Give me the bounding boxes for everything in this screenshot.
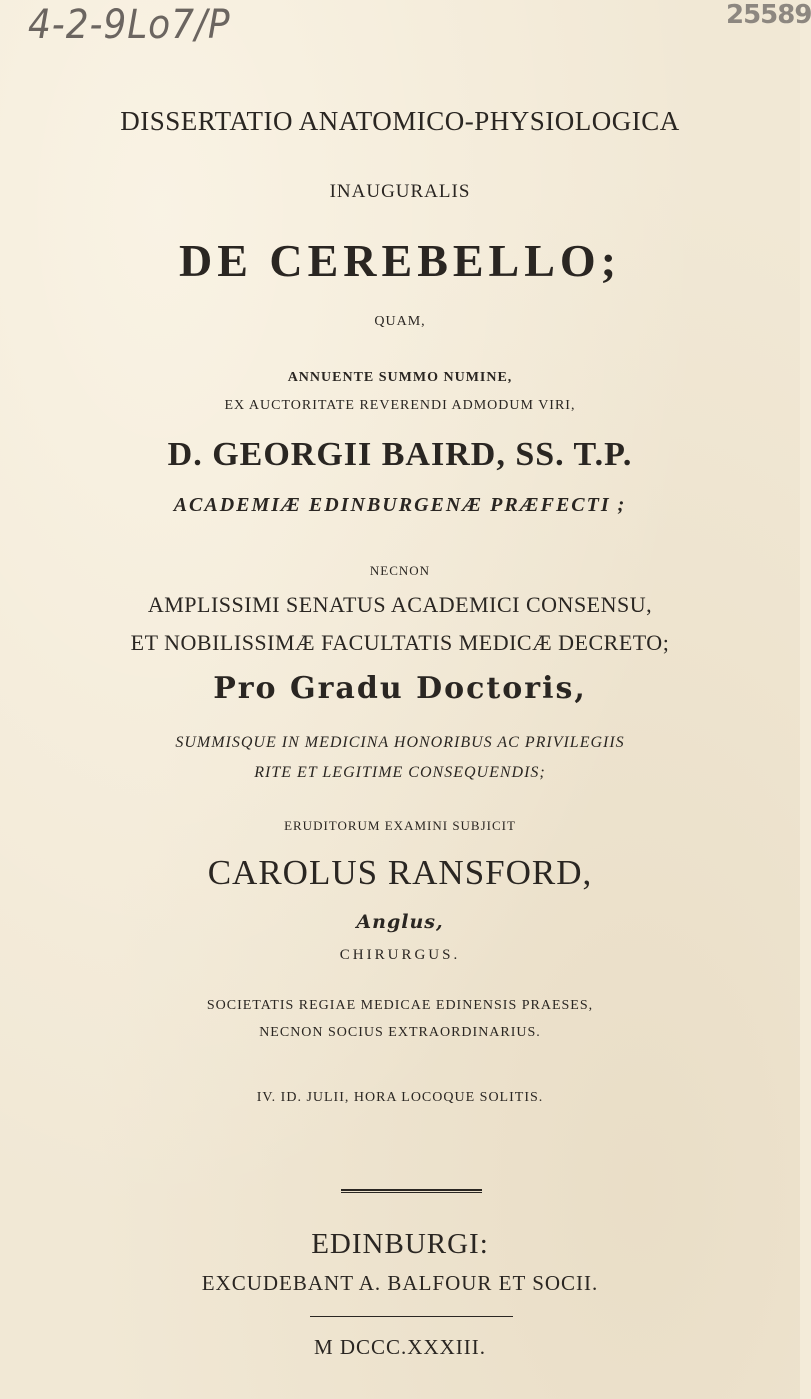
society-line-1: SOCIETATIS REGIAE MEDICAE EDINENSIS PRAESES,: [206, 998, 594, 1013]
degree-heading: Pro Gradu Doctoris,: [213, 671, 587, 706]
dissertation-subtitle: INAUGURALIS: [329, 181, 471, 202]
dedication-auctoritate: EX AUCTORITATE REVERENDI ADMODUM VIRI,: [224, 398, 576, 413]
degree-honours-line: SUMMISQUE IN MEDICINA HONORIBUS AC PRIVILEGIIS: [175, 734, 625, 751]
imprint-city: EDINBURGI:: [311, 1228, 489, 1260]
examini-line: ERUDITORUM EXAMINI SUBJICIT: [284, 818, 516, 833]
dissertation-title: DISSERTATIO ANATOMICO-PHYSIOLOGICA: [120, 106, 680, 136]
author-nationality: Anglus,: [356, 911, 444, 933]
academy-line: ACADEMIÆ EDINBURGENÆ PRÆFECTI ;: [173, 494, 627, 516]
decorative-rule: [341, 1189, 482, 1193]
handwritten-shelfmark: 4-2-9Lo7/P: [28, 2, 231, 48]
defence-date: IV. ID. JULII, HORA LOCOQUE SOLITIS.: [256, 1090, 544, 1105]
senatus-line: AMPLISSIMI SENATUS ACADEMICI CONSENSU,: [147, 592, 653, 617]
imprint-printer: EXCUDEBANT A. BALFOUR ET SOCII.: [201, 1271, 599, 1295]
society-line-2: NECNON SOCIUS EXTRAORDINARIUS.: [259, 1025, 541, 1040]
principal-name: D. GEORGII BAIRD, SS. T.P.: [167, 436, 633, 473]
dissertation-topic: DE CEREBELLO;: [178, 235, 622, 286]
facultas-line: ET NOBILISSIMÆ FACULTATIS MEDICÆ DECRETO;: [130, 630, 670, 655]
imprint-year: M DCCC.XXXIII.: [313, 1335, 487, 1359]
author-name: CAROLUS RANSFORD,: [207, 853, 593, 892]
author-profession: CHIRURGUS.: [339, 947, 461, 963]
library-stamp: 25589: [726, 0, 811, 30]
degree-rite-line: RITE ET LEGITIME CONSEQUENDIS;: [254, 764, 546, 781]
dedication-annuente: ANNUENTE SUMMO NUMINE,: [287, 370, 513, 385]
dedication-quam: QUAM,: [374, 314, 426, 329]
dedication-necnon: NECNON: [369, 563, 431, 578]
imprint-rule: [310, 1316, 513, 1317]
